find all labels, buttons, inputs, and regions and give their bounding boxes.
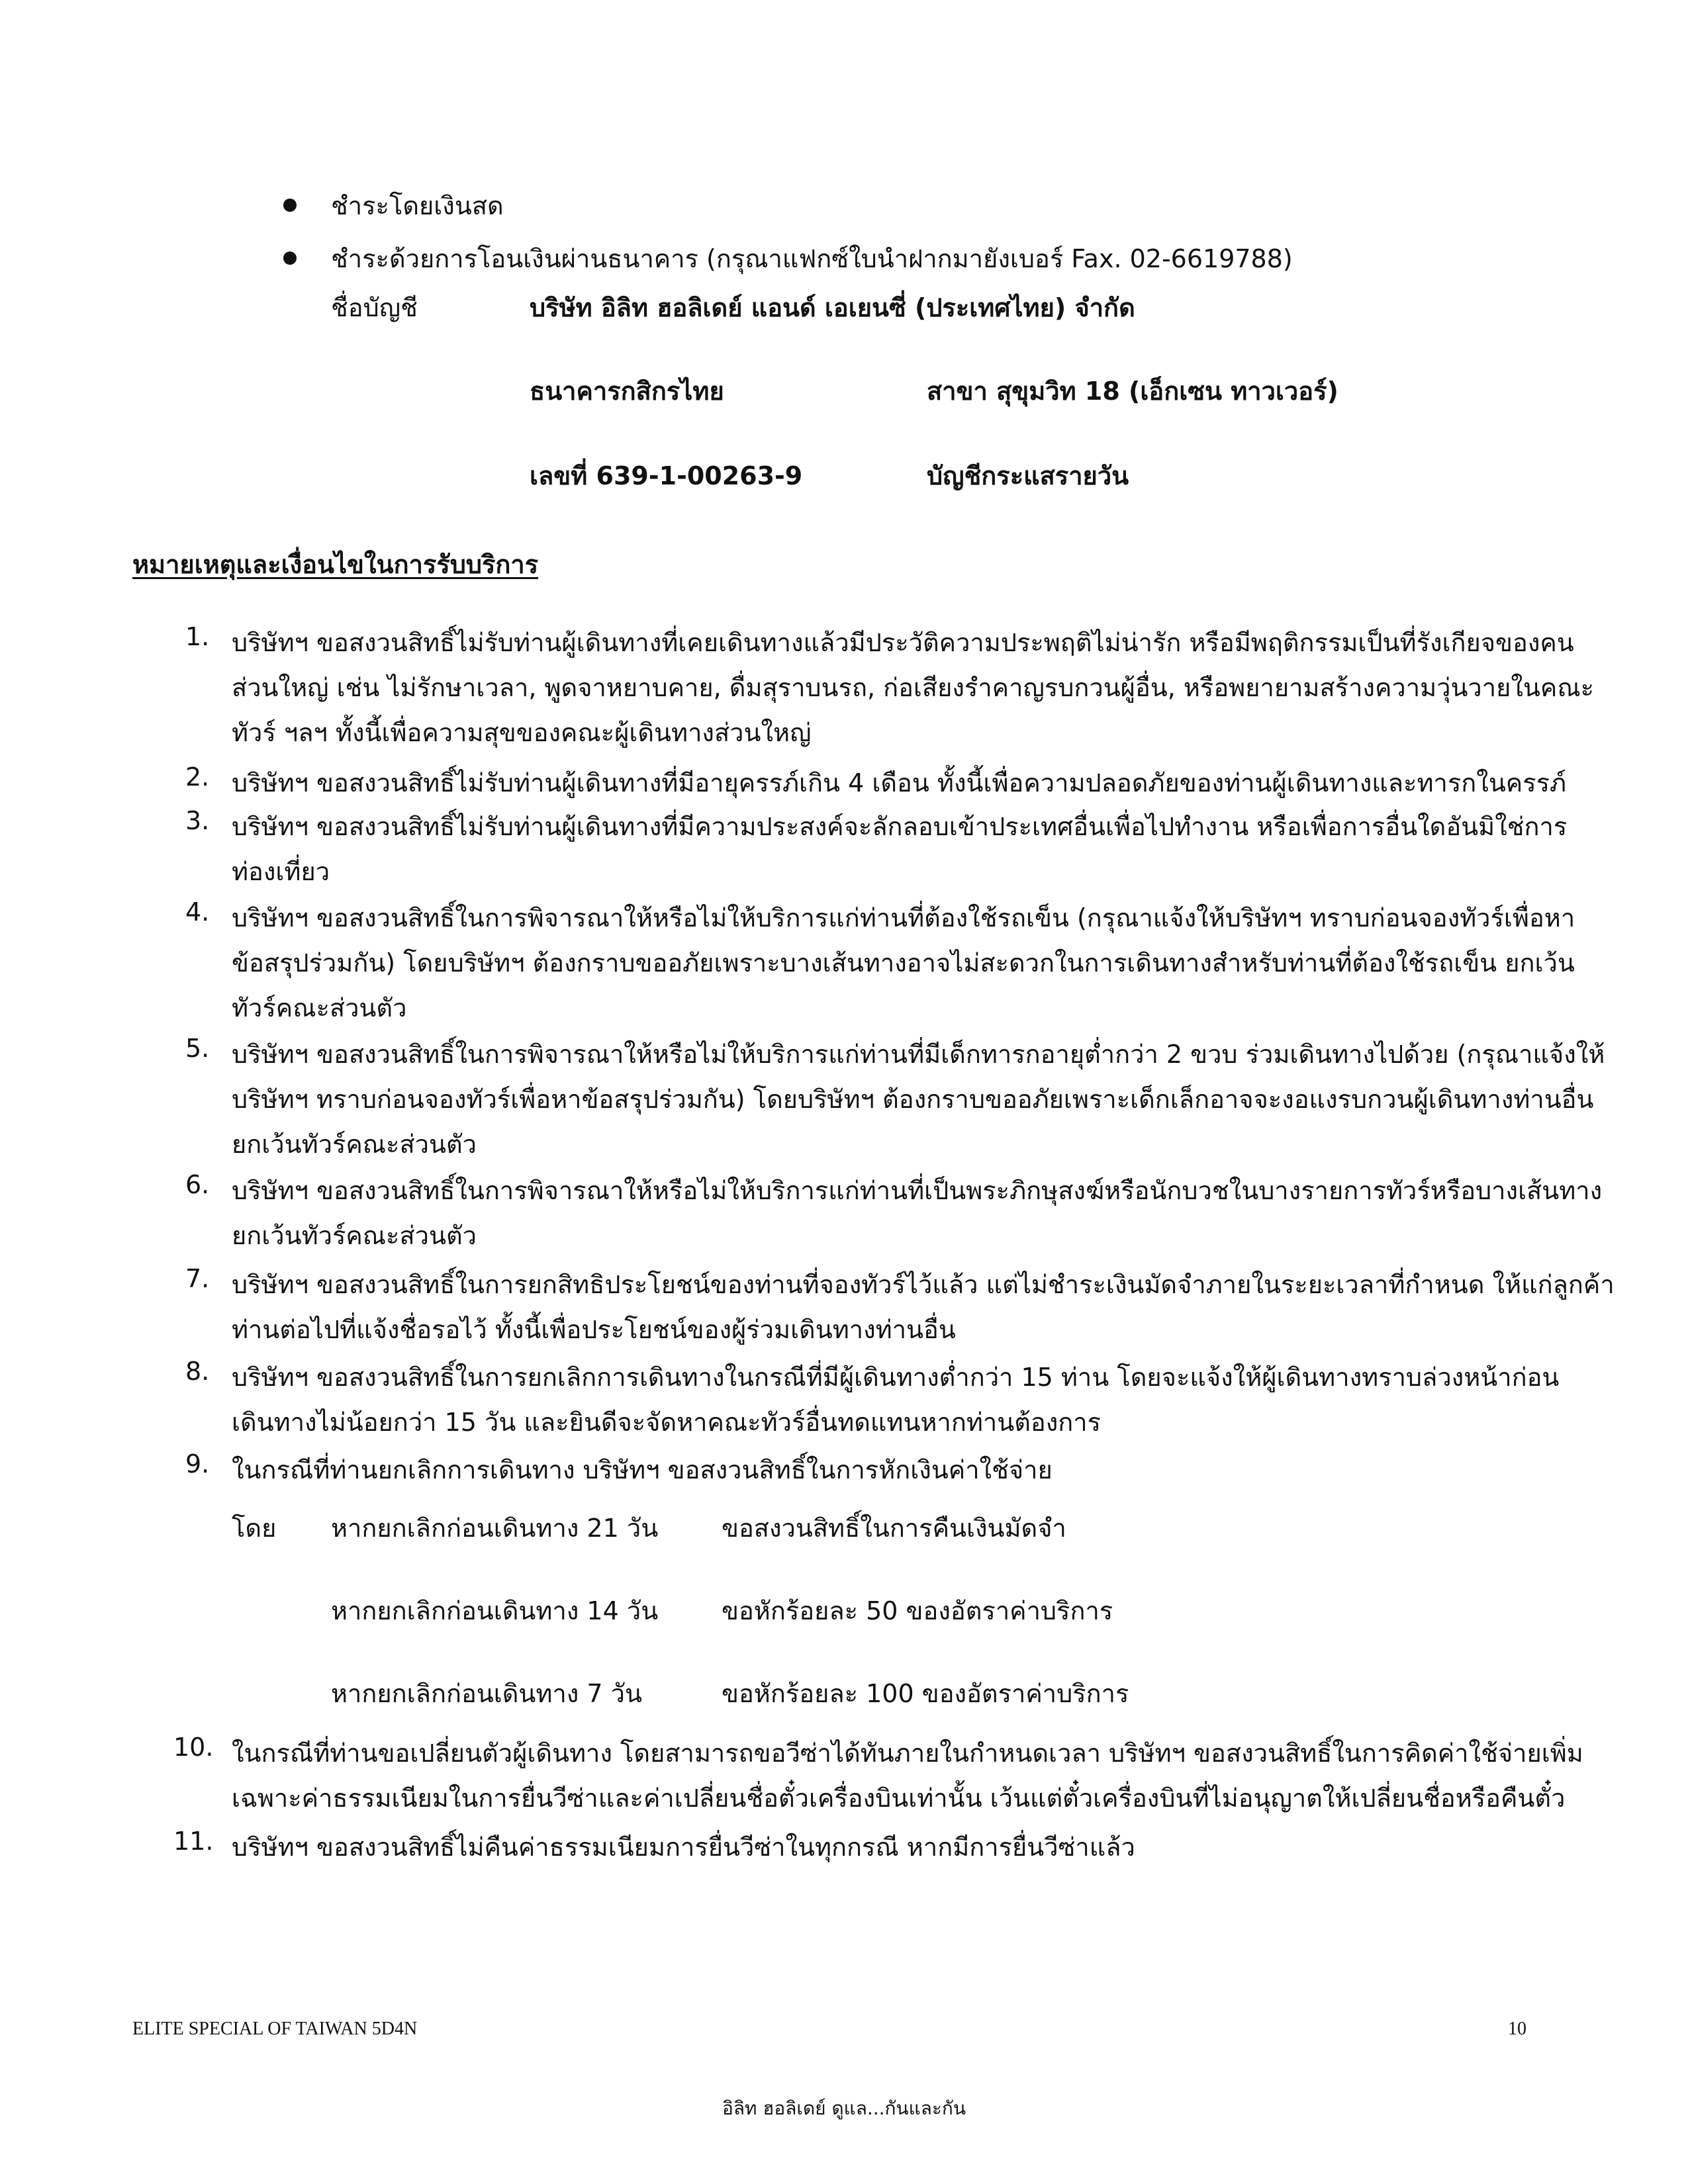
term-number: 9. <box>185 1449 210 1479</box>
payment-cash: ชำระโดยเงินสด <box>331 191 504 220</box>
terms-heading: หมายเหตุและเงื่อนไขในการรับบริการ <box>132 550 539 579</box>
term-line: บริษัทฯ ขอสงวนสิทธิ์ในการพิจารณาให้หรือไม่ให้บริการแก่ท่านที่ต้องใช้รถเข็น (กรุณาแจ้งให้บริษัทฯ ทราบก่อนจองทัวร์เพื่อหา <box>232 903 1575 933</box>
account-name: บริษัท อิลิท ฮอลิเดย์ แอนด์ เอเยนซี่ (ประเทศไทย) จำกัด <box>530 293 1135 322</box>
bullet-icon <box>283 199 297 212</box>
term-line: บริษัทฯ ขอสงวนสิทธิ์ในการพิจารณาให้หรือไม่ให้บริการแก่ท่านที่มีเด็กทารกอายุต่ำกว่า 2 ขวบ ร่วมเดินทางไปด้วย (กรุณาแจ้งให้ <box>232 1040 1605 1069</box>
term-line: ข้อสรุปร่วมกัน) โดยบริษัทฯ ต้องกราบขออภัยเพราะบางเส้นทางอาจไม่สะดวกในการเดินทางสำหรับท่านที่ต้องใช้รถเข็น ยกเว้น <box>232 948 1575 978</box>
term-line: ท่านต่อไปที่แจ้งชื่อรอไว้ ทั้งนี้เพื่อประโยชน์ของผู้ร่วมเดินทางท่านอื่น <box>232 1315 956 1344</box>
payment-transfer: ชำระด้วยการโอนเงินผ่านธนาคาร (กรุณาแฟกซ์ใบนำฝากมายังเบอร์ Fax. 02-6619788) <box>331 244 1293 273</box>
term-line: บริษัทฯ ขอสงวนสิทธิ์ในการยกเลิกการเดินทางในกรณีที่มีผู้เดินทางต่ำกว่า 15 ท่าน โดยจะแจ้งให้ผู้เดินทางทราบล่วงหน้าก่อน <box>232 1363 1560 1392</box>
term-number: 3. <box>185 806 210 835</box>
term-line: ท่องเที่ยว <box>232 857 330 886</box>
cancellation-charge: ขอหักร้อยละ 50 ของอัตราค่าบริการ <box>722 1596 1113 1625</box>
term-line: ยกเว้นทัวร์คณะส่วนตัว <box>232 1130 477 1159</box>
term-number: 5. <box>185 1034 210 1063</box>
term-line: บริษัทฯ ทราบก่อนจองทัวร์เพื่อหาข้อสรุปร่วมกัน) โดยบริษัทฯ ต้องกราบขออภัยเพราะเด็กเล็กอาจจะงอแงรบกวนผู้เดินทางท่านอื่น <box>232 1085 1594 1114</box>
term-number: 11. <box>173 1827 214 1856</box>
term-line: บริษัทฯ ขอสงวนสิทธิ์ไม่รับท่านผู้เดินทางที่เคยเดินทางแล้วมีประวัติความประพฤติไม่น่ารัก หรือมีพฤติกรรมเป็นที่รังเกียจของคน <box>232 628 1574 657</box>
cancellation-when: หากยกเลิกก่อนเดินทาง 21 วัน <box>331 1514 659 1543</box>
term-number: 6. <box>185 1170 210 1199</box>
cancellation-charge: ขอสงวนสิทธิ์ในการคืนเงินมัดจำ <box>722 1514 1066 1543</box>
term-line: ในกรณีที่ท่านขอเปลี่ยนตัวผู้เดินทาง โดยสามารถขอวีซ่าได้ทันภายในกำหนดเวลา บริษัทฯ ขอสงวนสิทธิ์ในการคิดค่าใช้จ่ายเพิ่ม <box>232 1739 1583 1768</box>
cancellation-by-label: โดย <box>232 1514 277 1543</box>
term-number: 4. <box>185 897 210 927</box>
cancellation-when: หากยกเลิกก่อนเดินทาง 14 วัน <box>331 1596 659 1625</box>
footer-title: ELITE SPECIAL OF TAIWAN 5D4N <box>132 2019 418 2039</box>
term-number: 10. <box>173 1733 214 1762</box>
cancellation-when: หากยกเลิกก่อนเดินทาง 7 วัน <box>331 1679 642 1708</box>
footer-tagline: อิลิท ฮอลิเดย์ ดูแล...กันและกัน <box>722 2097 966 2119</box>
bank-name: ธนาคารกสิกรไทย <box>530 377 724 406</box>
bullet-icon <box>283 251 297 265</box>
term-line: บริษัทฯ ขอสงวนสิทธิ์ไม่รับท่านผู้เดินทางที่มีความประสงค์จะลักลอบเข้าประเทศอื่นเพื่อไปทำงาน หรือเพื่อการอื่นใดอันมิใช่การ <box>232 812 1568 841</box>
page-number: 10 <box>1508 2019 1526 2039</box>
term-number: 8. <box>185 1357 210 1386</box>
term-number: 1. <box>185 622 210 651</box>
cancellation-charge: ขอหักร้อยละ 100 ของอัตราค่าบริการ <box>722 1679 1129 1708</box>
term-number: 7. <box>185 1264 210 1293</box>
term-line: บริษัทฯ ขอสงวนสิทธิ์ไม่รับท่านผู้เดินทางที่มีอายุครรภ์เกิน 4 เดือน ทั้งนี้เพื่อความปลอดภัยของท่านผู้เดินทางและทารกในครรภ์ <box>232 768 1567 797</box>
term-number: 2. <box>185 762 210 792</box>
term-line: บริษัทฯ ขอสงวนสิทธิ์ไม่คืนค่าธรรมเนียมการยื่นวีซ่าในทุกกรณี หากมีการยื่นวีซ่าแล้ว <box>232 1833 1135 1862</box>
term-line: ส่วนใหญ่ เช่น ไม่รักษาเวลา, พูดจาหยาบคาย, ดื่มสุราบนรถ, ก่อเสียงรำคาญรบกวนผู้อื่น, หรือพยายามสร้างความวุ่นวายในคณะ <box>232 673 1594 702</box>
account-name-label: ชื่อบัญชี <box>331 293 418 322</box>
term-line: บริษัทฯ ขอสงวนสิทธิ์ในการยกสิทธิประโยชน์ของท่านที่จองทัวร์ไว้แล้ว แต่ไม่ชำระเงินมัดจำภายในระยะเวลาที่กำหนด ให้แก่ลูกค้า <box>232 1270 1615 1299</box>
account-number: เลขที่ 639-1-00263-9 <box>530 461 803 490</box>
term-line: บริษัทฯ ขอสงวนสิทธิ์ในการพิจารณาให้หรือไม่ให้บริการแก่ท่านที่เป็นพระภิกษุสงฆ์หรือนักบวชในบางรายการทัวร์หรือบางเส้นทาง <box>232 1176 1603 1205</box>
term-line: ทัวร์คณะส่วนตัว <box>232 993 407 1023</box>
account-type: บัญชีกระแสรายวัน <box>927 461 1129 490</box>
term-line: ทัวร์ ฯลฯ ทั้งนี้เพื่อความสุขของคณะผู้เดินทางส่วนใหญ่ <box>232 718 812 747</box>
bank-branch: สาขา สุขุมวิท 18 (เอ็กเซน ทาวเวอร์) <box>927 377 1338 406</box>
term-line: ยกเว้นทัวร์คณะส่วนตัว <box>232 1221 477 1250</box>
term-line: เดินทางไม่น้อยกว่า 15 วัน และยินดีจะจัดหาคณะทัวร์อื่นทดแทนหากท่านต้องการ <box>232 1408 1102 1437</box>
term-line: เฉพาะค่าธรรมเนียมในการยื่นวีซ่าและค่าเปลี่ยนชื่อตั๋วเครื่องบินเท่านั้น เว้นแต่ตั๋วเครื่องบินที่ไม่อนุญาตให้เปลี่ยนชื่อหรือคืนตั๋ว <box>232 1784 1566 1813</box>
term-line: ในกรณีที่ท่านยกเลิกการเดินทาง บริษัทฯ ขอสงวนสิทธิ์ในการหักเงินค่าใช้จ่าย <box>232 1455 1053 1484</box>
